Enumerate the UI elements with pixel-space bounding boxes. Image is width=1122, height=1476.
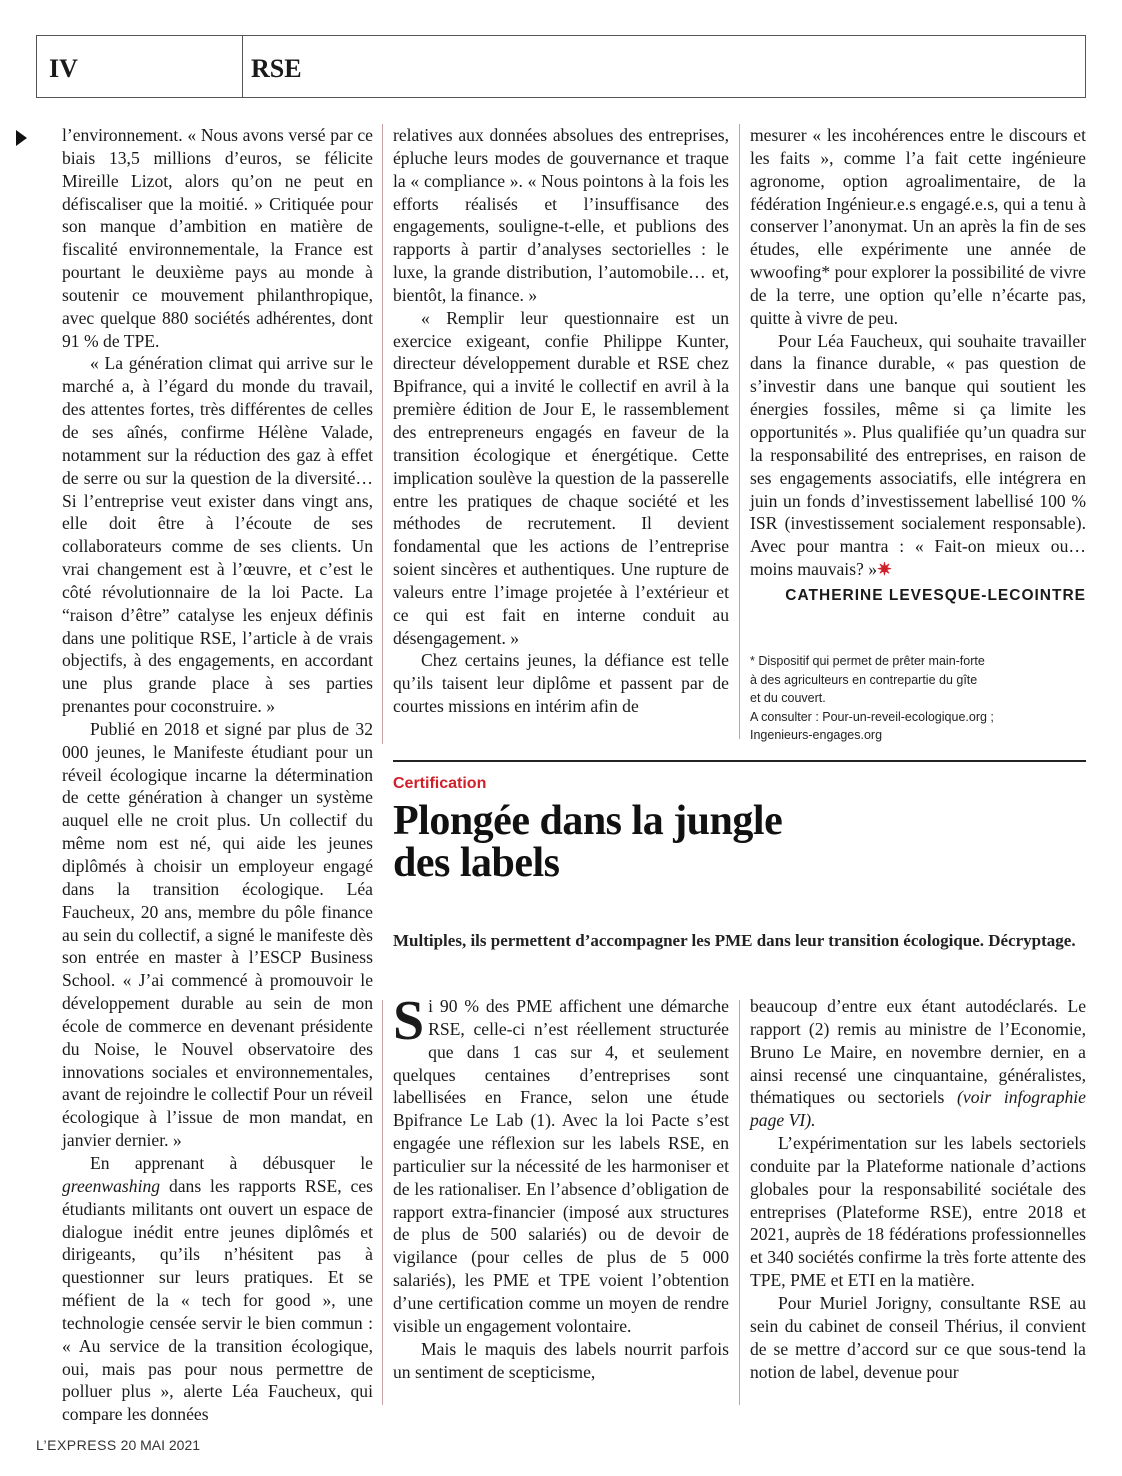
paragraph: « Remplir leur questionnaire est un exercice exigeant, confie Philippe Kunter, directeur développement durable et RSE chez Bpifrance, qui a invité le collectif en avril à la première édition de Jour E, le rassemblement des entrepreneurs engagés en faveur de la transition écologique et énergétique. Cette implication soulève la question de la passerelle entre les pratiques de chaque société et les méthodes de recrutement. Il devient fondamental que les actions de l’entreprise soient sincères et authentiques. Une rupture de valeurs entre l’image projetée à l’extérieur et ce qui est fait en interne conduit au désengagement. » bbox=[393, 307, 729, 648]
drop-cap: S bbox=[393, 990, 425, 1052]
page-header bbox=[36, 35, 1086, 98]
text-span: beaucoup d’entre eux étant autodéclarés. Le rapport (2) remis au ministre de l’Economie, Bruno Le Maire, en novembre dernier, en a ainsi recensé une cinquantaine, généralistes, thématiques ou sectoriels bbox=[750, 996, 1086, 1108]
footnote-line: A consulter : Pour-un-reveil-ecologique.org ; bbox=[750, 709, 994, 724]
paragraph: L’expérimentation sur les labels sectoriels conduite par la Plateforme nationale d’actions globales pour la responsabilité sociétale des entreprises (Plateforme RSE), entre 2018 et 2021, auprès de 18 fédérations professionnelles et 340 sociétés confirme la très forte attente des TPE, PME et ETI en la matière. bbox=[750, 1133, 1086, 1291]
text-span: Pour Léa Faucheux, qui souhaite travailler dans la finance durable, « pas question de s’investir dans une banque qui soutient les énergies fossiles, même si ça limite les opportunités ». Plus qualifiée qu’un quadra sur la responsabilité des entreprises, en raison de ses engagements associatifs, elle intégrera en juin un fonds d’investissement labellisé 100 % ISR (investissement socialement responsable). Avec pour mantra : « Fait-on mieux ou… moins mauvais? » bbox=[750, 330, 1086, 580]
footnote-line: et du couvert. bbox=[750, 691, 826, 705]
paragraph: l’environnement. « Nous avons versé par ce biais 13,5 millions d’euros, se félicite Mireille Lizot, alors qu’on ne peut en défiscaliser que la moitié. » Critiquée pour son manque d’ambition en matière de fiscalité environnementale, la France est pourtant le deuxième pays au monde à soutenir ce mouvement philanthropique, avec quelque 880 sociétés adhérentes, dont 91 % de TPE. bbox=[62, 125, 373, 351]
paragraph bbox=[62, 1152, 373, 1426]
italic-term: greenwashing bbox=[62, 1175, 161, 1196]
paragraph: mesurer « les incohérences entre le discours et les faits », comme l’a fait cette ingénieure agronome, option agroalimentaire, de la fédération Ingénieur.e.s engagé.e.s, qui a tenu à conserver l’anonymat. Un an après la fin de ses études, elle expérimente une année de wwoofing* pour explorer la possibilité de vivre de la terre, une option qu’elle n’écarte pas, quitte à vivre de peu. bbox=[750, 125, 1086, 328]
paragraph bbox=[393, 990, 729, 1338]
footnote-line: * Dispositif qui permet de prêter main-forte bbox=[750, 654, 985, 668]
italic-reference: (voir infographie page VI). bbox=[750, 1087, 1086, 1131]
continuation-arrow-icon bbox=[16, 130, 27, 146]
paragraph: Chez certains jeunes, la défiance est telle qu’ils taisent leur diplôme et passent par de courtes missions en intérim afin de bbox=[393, 650, 729, 717]
article-column-3 bbox=[750, 124, 1086, 608]
section-rule bbox=[393, 760, 1086, 762]
article-column-1 bbox=[62, 124, 373, 1426]
column-rule bbox=[382, 124, 383, 744]
section-title: RSE bbox=[251, 54, 302, 83]
headline-line: Plongée dans la jungle bbox=[393, 798, 783, 844]
text-span: En apprenant à débusquer le bbox=[90, 1152, 373, 1173]
publication-name: L’EXPRESS bbox=[36, 1437, 117, 1453]
issue-date: 20 MAI 2021 bbox=[120, 1437, 201, 1453]
page-footer bbox=[36, 1437, 200, 1453]
column-rule bbox=[739, 1000, 740, 1405]
page-number: IV bbox=[49, 54, 78, 83]
header-divider bbox=[242, 36, 243, 97]
paragraph: Mais le maquis des labels nourrit parfois un sentiment de scepticisme, bbox=[393, 1338, 729, 1382]
text-span: i 90 % des PME affichent une démarche RSE, celle-ci n’est réellement structurée que dans 1 cas sur 4, et seulement quelques centaines d’entreprises sont labellisées en France, selon une étude Bpifrance Le Lab (1). Avec la loi Pacte s’est engagée une réflexion sur les labels RSE, en particulier sur la nécessité de les harmoniser et de les rationaliser. En l’absence d’obligation de rapport extra-financier (imposé aux structures de plus de 500 salariés) ou de devoir de vigilance (pour celles de plus de 5 000 salariés), les PME et TPE voient l’obtention d’une certification comme un moyen de rendre visible un engagement volontaire. bbox=[393, 996, 729, 1336]
headline bbox=[393, 800, 1043, 884]
paragraph bbox=[750, 995, 1086, 1132]
standfirst: Multiples, ils permettent d’accompagner les PME dans leur transition écologique. Décryptage. bbox=[393, 931, 1076, 950]
column-rule bbox=[382, 1000, 383, 1405]
box-column-1 bbox=[393, 990, 729, 1383]
paragraph: Publié en 2018 et signé par plus de 32 000 jeunes, le Manifeste étudiant pour un réveil écologique incarne la détermination de cette génération à changer un système auquel elle ne croit plus. Un collectif du même nom est né, qui aide les jeunes diplômés à choisir un employeur engagé dans la transition écologique. Léa Faucheux, 20 ans, membre du pôle finance au sein du collectif, a signé le manifeste dès son entrée en master à l’ESCP Business School. « J’ai commencé à promouvoir le développement durable au sein de mon école de commerce en devenant présidente du Noise, le Nouvel observatoire des innovations sociales et environnementales, avant de rejoindre le collectif Pour un réveil écologique à l’issue de mon mandat, en janvier dernier. » bbox=[62, 718, 373, 1151]
footnote bbox=[750, 652, 1086, 745]
column-rule bbox=[739, 124, 740, 739]
paragraph: « La génération climat qui arrive sur le marché a, à l’égard du monde du travail, des attentes fortes, très différentes de celles de ses aînés, confirme Hélène Valade, notamment sur la réduction des gaz à effet de serre ou sur la question de la diversité… Si l’entreprise veut exister dans vingt ans, elle doit être à l’écoute de ses collaborateurs comme de ses clients. Un vrai changement est à l’œuvre, et c’est le côté révolutionnaire de la loi Pacte. La “raison d’être” catalyse les enjeux définis dans une politique RSE, l’article à de vrais objectifs, à des engagements, en accordant une plus grande place à ses parties prenantes pour coconstruire. » bbox=[62, 353, 373, 717]
paragraph bbox=[750, 330, 1086, 581]
headline-line: des labels bbox=[393, 840, 560, 886]
footnote-line: Ingenieurs-engages.org bbox=[750, 728, 883, 742]
category-label: Certification bbox=[393, 775, 487, 792]
text-span: dans les rapports RSE, ces étudiants militants ont ouvert un espace de dialogue inédit entre jeunes diplômés et dirigeants, qu’ils n’hésitent pas à questionner sur leurs pratiques. Et se méfient de la « tech for good », une technologie censée servir le bien commun : « Au service de la transition écologique, oui, mais pas pour nous permettre de polluer plus », alerte Léa Faucheux, qui compare les données bbox=[62, 1175, 373, 1425]
paragraph: relatives aux données absolues des entreprises, épluche leurs modes de gouvernance et traque la « compliance ». « Nous pointons à la fois les efforts réalisés et l’insuffisance des engagements, souligne-t-elle, et publions des rapports à partir d’analyses sectorielles : le luxe, la grande distribution, l’automobile… et, bientôt, la finance. » bbox=[393, 125, 729, 305]
end-mark-icon: ✷ bbox=[877, 559, 892, 580]
article-column-2 bbox=[393, 124, 729, 718]
box-column-2 bbox=[750, 995, 1086, 1383]
footnote-line: à des agriculteurs en contrepartie du gîte bbox=[750, 672, 978, 687]
paragraph: Pour Muriel Jorigny, consultante RSE au sein du cabinet de conseil Thérius, il convient de se mettre d’accord sur ce que sous-tend la notion de label, devenue pour bbox=[750, 1292, 1086, 1382]
author-byline: CATHERINE LEVESQUE-LECOINTRE bbox=[785, 586, 1086, 604]
